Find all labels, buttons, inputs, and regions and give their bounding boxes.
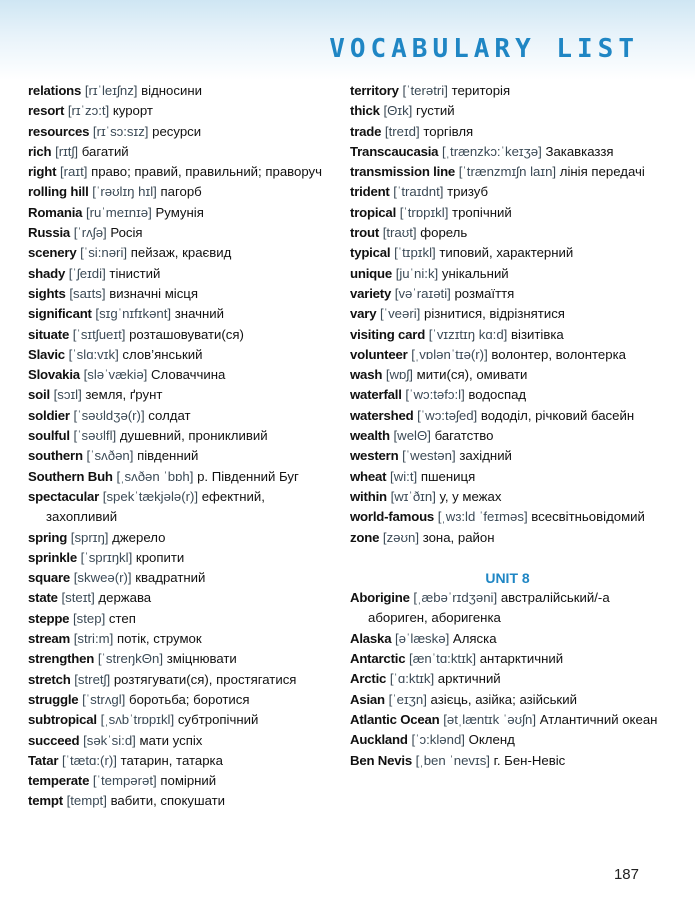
transcription: [ˈstrʌɡl] — [82, 691, 126, 707]
translation: відносини — [141, 83, 202, 98]
headword: Asian — [350, 691, 385, 707]
headword: zone — [350, 529, 380, 545]
vocab-entry — [350, 325, 665, 345]
translation: держава — [98, 590, 152, 606]
headword: waterfall — [350, 387, 402, 403]
headword: visiting card — [350, 326, 426, 342]
transcription: [traʊt] — [382, 225, 417, 241]
transcription: [vəˈraɪəti] — [394, 285, 451, 301]
translation: південний — [137, 448, 199, 464]
translation: типовий, характерний — [439, 245, 574, 261]
headword: western — [350, 448, 399, 464]
transcription: [ˈtempərət] — [92, 773, 157, 789]
translation: арктичний — [437, 671, 501, 687]
vocab-entry — [350, 142, 665, 162]
headword: struggle — [28, 691, 79, 707]
headword: typical — [350, 245, 391, 261]
headword: world-famous — [350, 509, 435, 525]
vocab-entry — [28, 243, 333, 263]
translation: територія — [451, 83, 511, 98]
translation: кропити — [135, 549, 185, 565]
headword: variety — [350, 285, 392, 301]
headword: Antarctic — [350, 651, 406, 667]
vocab-entry — [350, 446, 665, 466]
headword: tempt — [28, 793, 63, 809]
vocab-entry — [28, 426, 333, 446]
transcription: [ˌæbəˈrɪdʒəni] — [413, 590, 498, 606]
vocab-entry — [350, 669, 665, 689]
headword: watershed — [350, 407, 414, 423]
translation: боротьба; боротися — [129, 691, 250, 707]
vocab-entry — [28, 649, 333, 669]
vocab-entry — [28, 446, 333, 466]
headword: stretch — [28, 671, 71, 687]
transcription: [zəʊn] — [382, 529, 420, 545]
headword: soil — [28, 387, 50, 403]
transcription: [ˈtɪpɪkl] — [394, 245, 436, 261]
transcription: [ˌvɒlənˈtɪə(r)] — [411, 346, 488, 362]
translation: форель — [420, 225, 468, 241]
vocab-entry — [28, 406, 333, 426]
transcription: [ˈsɪtʃueɪt] — [72, 326, 126, 342]
headword: tropical — [350, 204, 397, 220]
page-number: 187 — [613, 866, 639, 883]
vocab-entry — [28, 203, 333, 223]
transcription: [Θɪk] — [383, 103, 413, 119]
unit-heading: UNIT 8 — [485, 569, 530, 586]
transcription: [ˈtrænzmɪʃn laɪn] — [458, 164, 557, 180]
transcription: [ˈɔ:klənd] — [411, 732, 465, 748]
translation: у, у межах — [439, 488, 502, 504]
headword: Auckland — [350, 732, 408, 748]
transcription: [ˈrəʊlɪŋ hɪl] — [92, 184, 157, 200]
vocab-entry — [350, 203, 665, 223]
vocab-entry — [28, 548, 333, 568]
vocab-entry — [28, 223, 333, 243]
vocab-entry — [350, 385, 665, 405]
transcription: [steɪt] — [61, 590, 95, 606]
vocab-entry — [350, 710, 665, 730]
translation: душевний, проникливий — [119, 428, 268, 444]
vocab-entry — [28, 81, 333, 101]
vocab-entry — [350, 122, 665, 142]
headword: within — [350, 488, 387, 504]
headword: subtropical — [28, 712, 97, 728]
translation: розтягувати(ся), простягатися — [113, 671, 297, 687]
transcription: [spekˈtækjələ(r)] — [102, 488, 199, 504]
transcription: [ˈslɑ:vɪk] — [68, 346, 119, 362]
transcription: [wi:t] — [390, 468, 418, 484]
transcription: [ænˈtɑ:ktɪk] — [409, 651, 477, 667]
transcription: [ˈsəʊldʒə(r)] — [73, 407, 145, 423]
headword: unique — [350, 265, 393, 281]
vocab-entry — [350, 162, 665, 182]
vocab-entry — [28, 771, 333, 791]
transcription: [welΘ] — [393, 428, 431, 444]
vocab-entry — [350, 264, 665, 284]
translation: право; правий, правильний; праворуч — [91, 164, 323, 180]
transcription: [ˌwɜ:ld ˈfeɪməs] — [437, 509, 528, 525]
translation: значний — [174, 306, 225, 322]
transcription: [skweə(r)] — [73, 570, 132, 586]
vocab-entry — [350, 649, 665, 669]
transcription: [sləˈvækiə] — [83, 367, 148, 383]
vocab-entry — [350, 223, 665, 243]
headword: Russia — [28, 225, 71, 241]
translation: пшениця — [420, 468, 476, 484]
translation: р. Південний Буг — [197, 468, 299, 484]
transcription: [stri:m] — [73, 631, 114, 647]
translation: розташовувати(ся) — [129, 326, 244, 342]
transcription: [ˈɑ:ktɪk] — [389, 671, 435, 687]
vocabulary-list-unit8 — [350, 588, 665, 771]
headword: rolling hill — [28, 184, 89, 200]
headword: southern — [28, 448, 83, 464]
vocab-entry — [28, 467, 333, 487]
headword: resort — [28, 103, 65, 119]
headword: wealth — [350, 428, 390, 444]
translation: водоспад — [468, 387, 527, 403]
transcription: [sɔɪl] — [53, 387, 82, 403]
headword: steppe — [28, 610, 70, 626]
vocab-entry — [350, 81, 665, 101]
headword: transmission line — [350, 164, 456, 180]
headword: Romania — [28, 204, 83, 220]
vocab-entry — [350, 406, 665, 426]
translation: антарктичний — [479, 651, 564, 667]
transcription: [ˈsprɪŋkl] — [80, 549, 133, 565]
translation: розмаїття — [454, 285, 515, 301]
vocab-entry — [28, 101, 333, 121]
vocab-entry — [28, 284, 333, 304]
transcription: [wɪˈðɪn] — [390, 488, 436, 504]
transcription: [ruˈmeɪnɪə] — [85, 204, 152, 220]
headword: temperate — [28, 773, 90, 789]
translation: ресурси — [152, 123, 202, 139]
headword: spectacular — [28, 488, 100, 504]
transcription: [sɪɡˈnɪfɪkənt] — [95, 306, 172, 322]
headword: Tatar — [28, 752, 59, 768]
vocab-entry — [350, 182, 665, 202]
headword: trident — [350, 184, 390, 200]
translation: тризуб — [447, 184, 489, 200]
vocab-entry — [350, 528, 665, 548]
vocab-entry — [28, 710, 333, 730]
vocab-entry — [350, 304, 665, 324]
transcription: [ˈtætɑ:(r)] — [61, 752, 117, 768]
translation: Закавказзя — [545, 143, 614, 159]
vocab-entry — [350, 345, 665, 365]
headword: significant — [28, 306, 92, 322]
translation: тропічний — [452, 204, 512, 220]
headword: Ben Nevis — [350, 752, 412, 768]
vocabulary-column-left — [28, 81, 333, 812]
transcription: [rɪtʃ] — [55, 143, 79, 159]
headword: soldier — [28, 407, 70, 423]
vocab-entry — [28, 304, 333, 324]
headword: thick — [350, 103, 380, 119]
vocab-entry — [350, 588, 665, 629]
transcription: [ˌsʌðən ˈbɒh] — [116, 468, 194, 484]
headword: rich — [28, 143, 52, 159]
headword: wheat — [350, 468, 387, 484]
translation: всесвітньовідомий — [531, 509, 645, 525]
headword: stream — [28, 631, 71, 647]
translation: ефектний, захопливий — [46, 488, 265, 525]
headword: Arctic — [350, 671, 387, 687]
translation: багатий — [81, 143, 129, 159]
vocab-entry — [28, 528, 333, 548]
transcription: [ˈstreŋkΘn] — [97, 651, 164, 667]
translation: курорт — [112, 103, 153, 119]
headword: Slovakia — [28, 367, 80, 383]
transcription: [əˈlæskə] — [395, 630, 450, 646]
vocab-entry — [28, 731, 333, 751]
headword: trout — [350, 225, 380, 241]
transcription: [ˈveəri] — [380, 306, 421, 322]
translation: австралійський/-а абориген, аборигенка — [368, 590, 610, 626]
translation: визначні місця — [109, 285, 198, 301]
headword: Atlantic Ocean — [350, 711, 440, 727]
transcription: [ˌsʌbˈtrɒpɪkl] — [100, 712, 175, 728]
transcription: [rɪˈleɪʃnz] — [84, 83, 138, 98]
translation: багатство — [434, 428, 494, 444]
transcription: [ˈsəʊlfl] — [73, 428, 117, 444]
vocab-entry — [350, 730, 665, 750]
transcription: [rɪˈzɔ:t] — [67, 103, 110, 119]
headword: soulful — [28, 428, 70, 444]
translation: солдат — [148, 407, 191, 423]
translation: візитівка — [511, 326, 564, 342]
headword: territory — [350, 83, 399, 98]
vocab-entry — [28, 568, 333, 588]
headword: vary — [350, 306, 377, 322]
translation: вододіл, річковий басейн — [480, 407, 635, 423]
translation: різнитися, відрізнятися — [424, 306, 565, 322]
headword: Alaska — [350, 630, 392, 646]
transcription: [ˈeɪʒn] — [388, 691, 427, 707]
vocab-entry — [28, 791, 333, 811]
translation: Аляска — [452, 630, 497, 646]
headword: scenery — [28, 245, 77, 261]
translation: джерело — [112, 529, 166, 545]
vocab-entry — [28, 690, 333, 710]
headword: relations — [28, 83, 82, 98]
headword: state — [28, 590, 58, 606]
headword: Transcaucasia — [350, 143, 439, 159]
translation: слов’янський — [122, 346, 203, 362]
vocabulary-list-unit7 — [350, 81, 665, 548]
transcription: [ˈwestən] — [402, 448, 456, 464]
translation: Атлантичний океан — [539, 711, 658, 727]
vocab-entry — [350, 284, 665, 304]
translation: мати успіх — [139, 732, 203, 748]
vocabulary-column-right — [350, 81, 665, 771]
translation: г. Бен-Невіс — [493, 752, 566, 768]
vocab-entry — [28, 629, 333, 649]
transcription: [step] — [72, 610, 106, 626]
headword: succeed — [28, 732, 80, 748]
transcription: [saɪts] — [69, 285, 106, 301]
headword: volunteer — [350, 346, 408, 362]
translation: Румунія — [155, 204, 204, 220]
vocab-entry — [350, 690, 665, 710]
transcription: [ˈʃeɪdi] — [68, 265, 106, 281]
headword: right — [28, 164, 57, 180]
headword: shady — [28, 265, 66, 281]
headword: trade — [350, 123, 382, 139]
vocab-entry — [28, 182, 333, 202]
transcription: [ˈsi:nəri] — [80, 245, 128, 261]
transcription: [ətˌlæntɪk ˈəʊʃn] — [443, 711, 537, 727]
translation: пагорб — [160, 184, 202, 200]
translation: квадратний — [135, 570, 206, 586]
transcription: [ˈterətri] — [402, 83, 448, 98]
section-spacer — [350, 548, 665, 568]
translation: зона, район — [422, 529, 495, 545]
translation: лінія передачі — [559, 164, 645, 180]
transcription: [səkˈsi:d] — [83, 732, 136, 748]
vocab-entry — [28, 264, 333, 284]
transcription: [raɪt] — [59, 164, 88, 180]
vocab-entry — [350, 507, 665, 527]
transcription: [ˈsʌðən] — [86, 448, 134, 464]
vocab-entry — [350, 629, 665, 649]
headword: strengthen — [28, 651, 95, 667]
vocab-entry — [28, 365, 333, 385]
translation: тінистий — [109, 265, 161, 281]
vocab-entry — [350, 751, 665, 771]
translation: торгівля — [423, 123, 474, 139]
translation: мити(ся), омивати — [416, 367, 528, 383]
transcription: [ˌtrænzkɔ:ˈkeɪʒə] — [441, 143, 542, 159]
translation: земля, ґрунт — [85, 387, 163, 403]
headword: square — [28, 570, 71, 586]
translation: Росія — [110, 225, 143, 241]
transcription: [treɪd] — [384, 123, 420, 139]
headword: Aborigine — [350, 590, 410, 606]
translation: густий — [416, 103, 455, 119]
translation: субтропічний — [177, 712, 259, 728]
vocab-entry — [350, 101, 665, 121]
translation: потік, струмок — [116, 631, 202, 647]
translation: вабити, спокушати — [110, 793, 226, 809]
transcription: [tempt] — [66, 793, 107, 809]
transcription: [wɒʃ] — [385, 367, 413, 383]
transcription: [ˌben ˈnevɪs] — [415, 752, 490, 768]
translation: пейзаж, краєвид — [130, 245, 232, 261]
headword: situate — [28, 326, 70, 342]
page-title: VOCABULARY LIST — [329, 34, 639, 64]
headword: spring — [28, 529, 68, 545]
transcription: [ˈrʌʃə] — [73, 225, 107, 241]
transcription: [sprɪŋ] — [70, 529, 109, 545]
vocab-entry — [350, 243, 665, 263]
headword: wash — [350, 367, 383, 383]
headword: sights — [28, 285, 66, 301]
transcription: [juˈni:k] — [395, 265, 439, 281]
vocab-entry — [28, 162, 333, 182]
vocab-entry — [350, 365, 665, 385]
translation: зміцнювати — [166, 651, 237, 667]
transcription: [ˈwɔ:təʃed] — [417, 407, 478, 423]
vocab-entry — [28, 122, 333, 142]
transcription: [ˈvɪzɪtɪŋ kɑ:d] — [428, 326, 508, 342]
translation: унікальний — [441, 265, 509, 281]
vocab-entry — [28, 325, 333, 345]
transcription: [rɪˈsɔ:sɪz] — [92, 123, 149, 139]
transcription: [ˈtraɪdnt] — [393, 184, 444, 200]
translation: азієць, азійка; азійський — [430, 691, 577, 707]
transcription: [stretʃ] — [74, 671, 111, 687]
headword: Slavic — [28, 346, 65, 362]
vocab-entry — [350, 426, 665, 446]
vocab-entry — [28, 345, 333, 365]
headword: sprinkle — [28, 549, 77, 565]
vocab-entry — [28, 588, 333, 608]
transcription: [ˈwɔ:təfɔ:l] — [405, 387, 465, 403]
transcription: [ˈtrɒpɪkl] — [399, 204, 449, 220]
vocab-entry — [28, 385, 333, 405]
vocab-entry — [28, 609, 333, 629]
vocab-entry — [350, 467, 665, 487]
vocab-entry — [28, 142, 333, 162]
translation: Словаччина — [151, 367, 226, 383]
translation: степ — [108, 610, 136, 626]
translation: татарин, татарка — [120, 752, 223, 768]
vocab-entry — [350, 487, 665, 507]
translation: волонтер, волонтерка — [491, 346, 626, 362]
translation: помірний — [160, 773, 217, 789]
headword: Southern Buh — [28, 468, 113, 484]
headword: resources — [28, 123, 90, 139]
vocab-entry — [28, 670, 333, 690]
vocab-entry — [28, 487, 333, 528]
translation: західний — [459, 448, 512, 464]
vocab-entry — [28, 751, 333, 771]
translation: Окленд — [468, 732, 515, 748]
